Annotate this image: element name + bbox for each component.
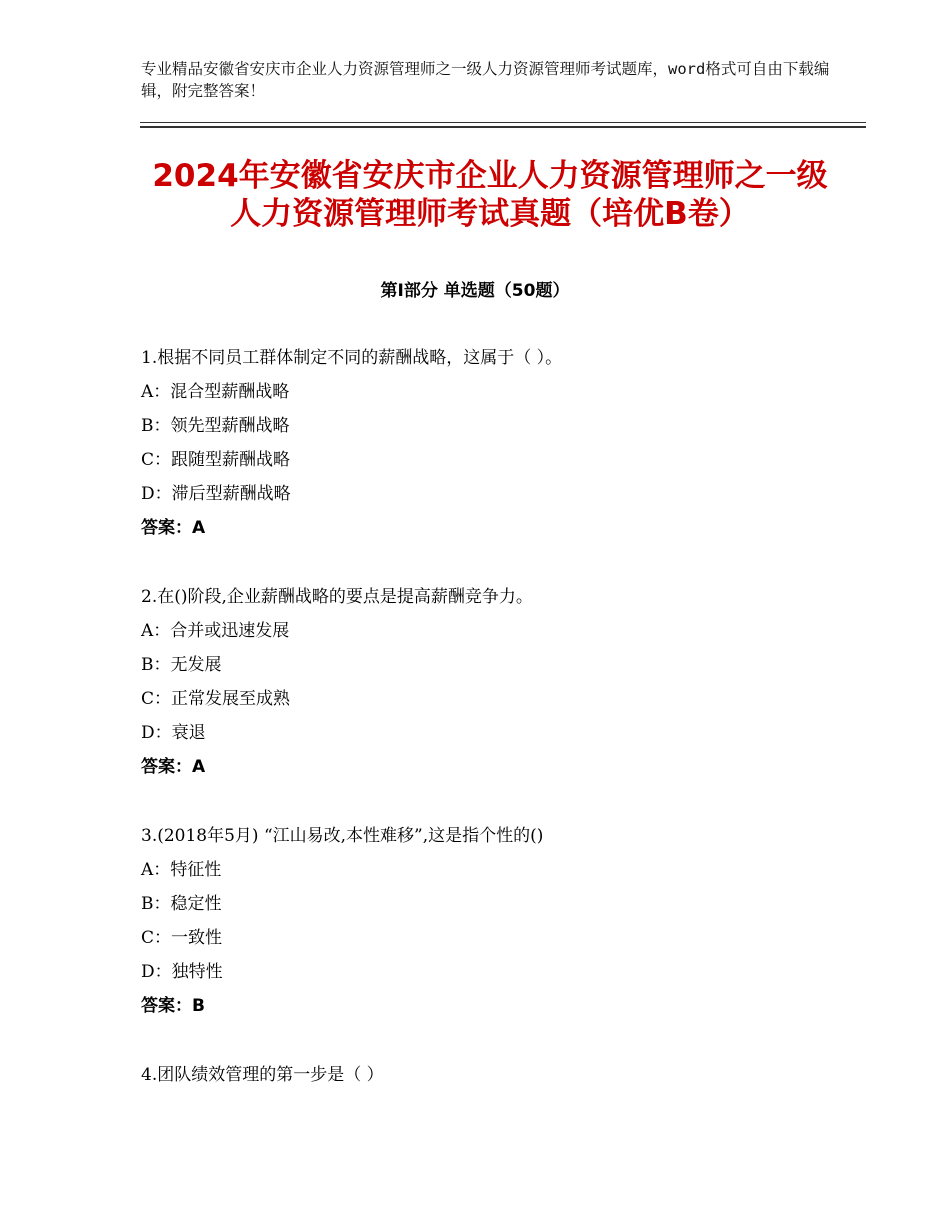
- question-stem: 1.根据不同员工群体制定不同的薪酬战略，这属于（ ）。: [141, 348, 563, 368]
- option-c: C：跟随型薪酬战略: [141, 450, 291, 470]
- question-4: [141, 1063, 861, 1097]
- answer: 答案：A: [141, 757, 206, 777]
- option-b: B：稳定性: [141, 894, 222, 914]
- question-2: [141, 585, 861, 789]
- document-title: 2024年安徽省安庆市企业人力资源管理师之一级人力资源管理师考试真题（培优B卷）: [152, 158, 828, 232]
- option-d: D：滞后型薪酬战略: [141, 484, 291, 504]
- answer: 答案：A: [141, 518, 206, 538]
- option-b: B：领先型薪酬战略: [141, 416, 290, 436]
- question-stem: 4.团队绩效管理的第一步是（ ）: [141, 1065, 384, 1085]
- question-3: [141, 824, 861, 1028]
- question-1: [141, 346, 861, 550]
- option-c: C：一致性: [141, 928, 223, 948]
- option-a: A：混合型薪酬战略: [141, 382, 290, 402]
- header-note: 专业精品安徽省安庆市企业人力资源管理师之一级人力资源管理师考试题库，word格式可自由下载编辑，附完整答案！: [141, 60, 830, 100]
- option-c: C：正常发展至成熟: [141, 689, 291, 709]
- question-stem: 3.(2018年5月) “江山易改,本性难移”,这是指个性的(): [141, 826, 544, 846]
- option-b: B：无发展: [141, 655, 222, 675]
- option-a: A：特征性: [141, 860, 222, 880]
- option-d: D：独特性: [141, 962, 223, 982]
- header-rule-thick: [140, 126, 866, 128]
- question-stem: 2.在()阶段,企业薪酬战略的要点是提高薪酬竞争力。: [141, 587, 533, 607]
- header-rule-thin: [140, 122, 866, 123]
- option-a: A：合并或迅速发展: [141, 621, 290, 641]
- section-title: 第Ⅰ部分 单选题（50题）: [380, 281, 570, 301]
- option-d: D：衰退: [141, 723, 206, 743]
- answer: 答案：B: [141, 996, 205, 1016]
